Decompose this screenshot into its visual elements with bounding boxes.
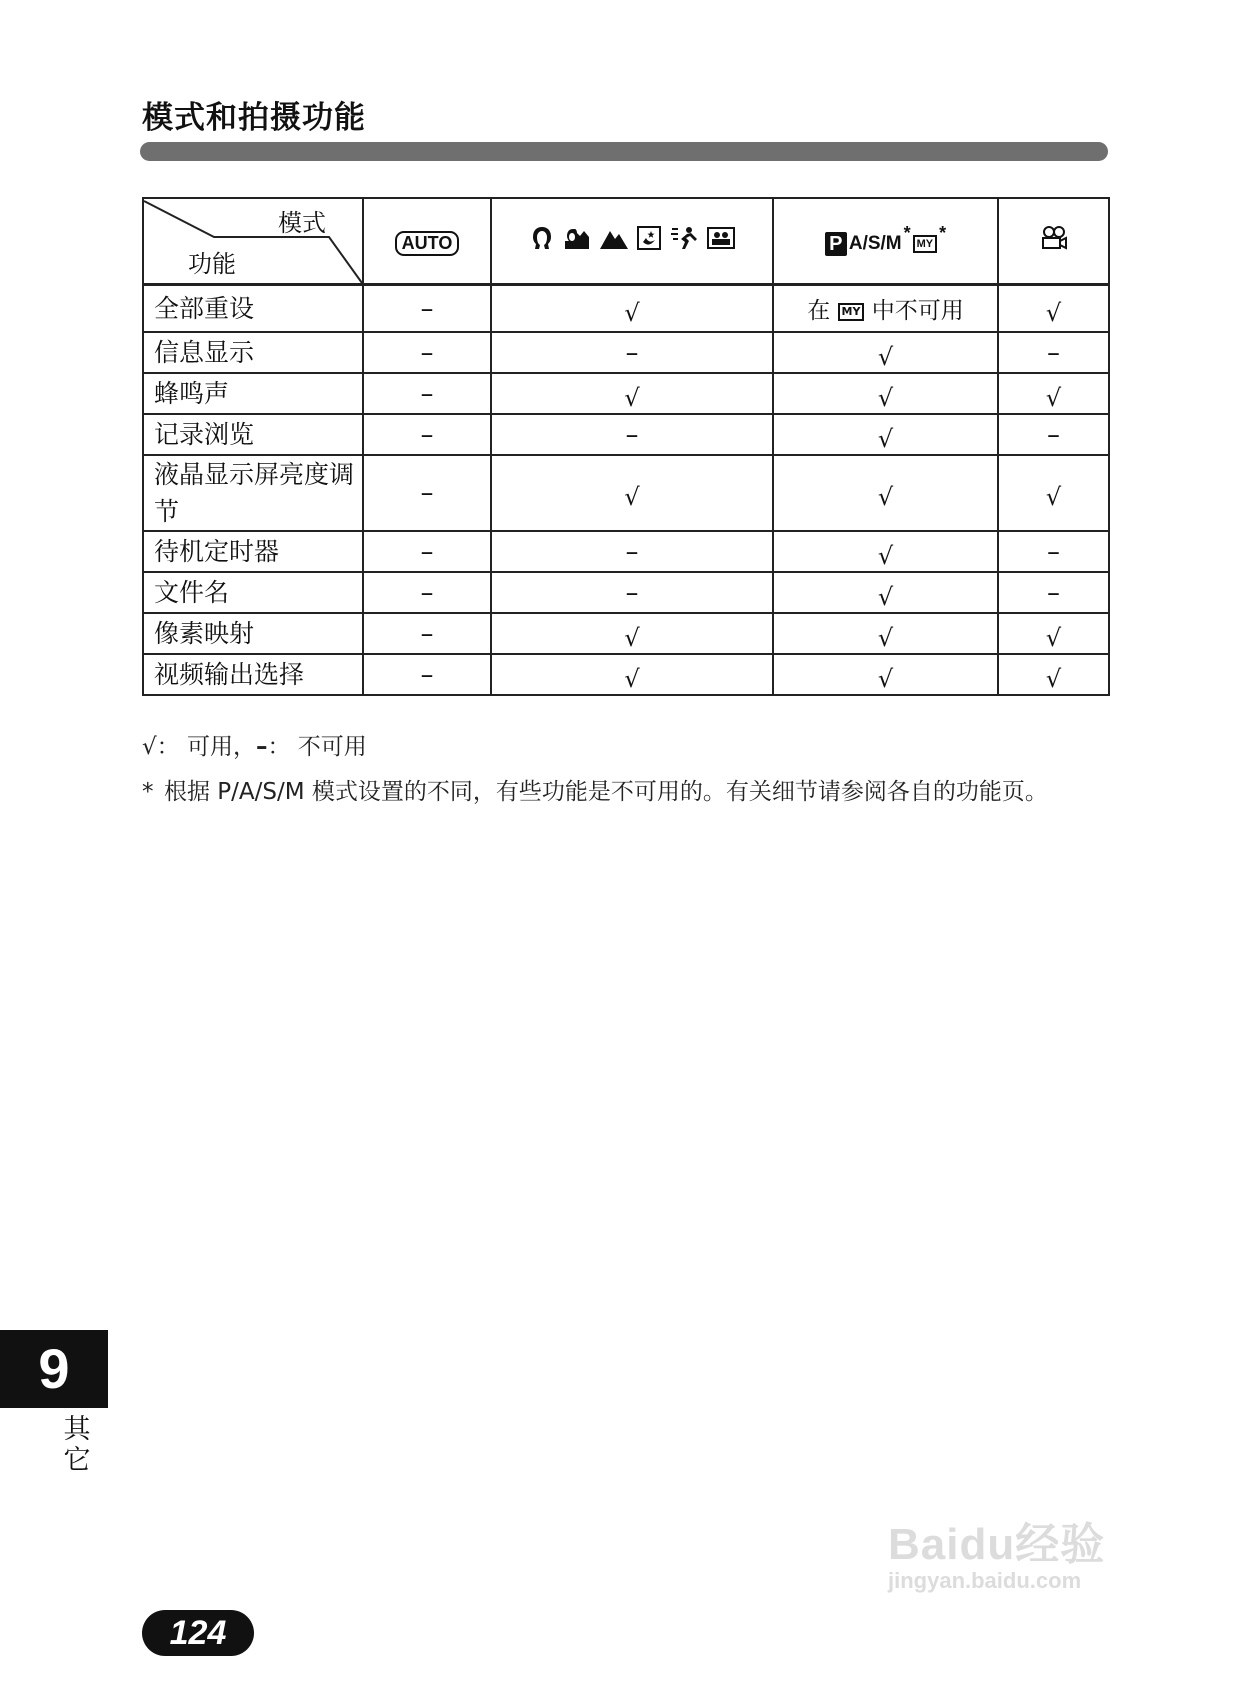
function-name: 记录浏览 [143,414,363,455]
my-mode-icon: MY [913,235,938,253]
auto-cell: – [363,285,491,333]
corner-header-cell [143,198,363,285]
auto-cell: – [363,455,491,531]
watermark [888,1508,1105,1594]
legend-dash-symbol: – [255,734,268,760]
movie-cell: √ [1045,383,1062,412]
auto-mode-badge: AUTO [395,231,460,256]
portrait-icon [529,225,555,251]
scene-cell: – [491,414,773,455]
table-row [143,414,1109,455]
scene-cell: √ [624,298,640,327]
footnote-star: * [142,779,154,805]
movie-camera-icon [1040,225,1068,251]
table-row [143,572,1109,613]
pasm-cell-unavailable-in-my [773,285,998,333]
auto-cell: – [363,531,491,572]
footnote [142,774,1102,810]
scene-cell: √ [624,664,640,693]
function-name: 待机定时器 [143,531,363,572]
function-name: 像素映射 [143,613,363,654]
chapter-number-tab: 9 [0,1330,108,1408]
my-mode-icon: MY [838,303,865,321]
header-pasm-my [773,198,998,285]
auto-cell: – [363,654,491,695]
table-row [143,654,1109,695]
auto-cell: – [363,414,491,455]
sport-icon [669,226,699,250]
watermark-logo-text: Baidu经验 [888,1520,1106,1569]
page-title: 模式和拍摄功能 [142,100,366,136]
scene-cell: √ [624,483,640,511]
p-mode-icon: P [825,232,847,256]
pasm-cell: √ [877,483,894,511]
header-movie [998,198,1109,285]
portrait-landscape-icon [563,225,591,251]
mode-function-table [142,197,1110,696]
function-name: 视频输出选择 [143,654,363,695]
movie-cell: √ [1045,664,1062,693]
pasm-cell: √ [877,342,894,371]
pasm-cell: √ [877,582,894,611]
movie-cell: – [998,414,1109,455]
table-row [143,455,1109,531]
scene-cell: – [491,531,773,572]
header-auto [363,198,491,285]
table-row [143,332,1109,373]
my-footnote-star: * [939,223,947,243]
scene-cell: √ [624,383,640,412]
pasm-note-suffix: 中不可用 [871,298,964,324]
pasm-cell: √ [877,424,894,453]
movie-cell: – [998,332,1109,373]
pasm-note-prefix: 在 [807,298,831,324]
pasm-cell: √ [877,383,894,412]
self-portrait-icon [707,226,735,250]
function-name: 全部重设 [143,285,363,333]
scene-cell: – [491,572,773,613]
corner-function-label: 功能 [188,250,236,278]
movie-cell: √ [1045,483,1062,511]
auto-cell: – [363,572,491,613]
pasm-cell: √ [877,664,894,693]
movie-cell: √ [1045,623,1062,652]
function-name: 蜂鸣声 [143,373,363,414]
table-header-row [143,198,1109,285]
table-row [143,285,1109,333]
table-legend [142,728,367,761]
header-scene-modes [491,198,773,285]
function-name: 文件名 [143,572,363,613]
function-name: 液晶显示屏亮度调节 [143,455,363,531]
diagonal-divider [144,199,362,283]
auto-cell: – [363,613,491,654]
legend-dash-text: ： 不可用 [267,734,367,760]
landscape-icon [599,226,629,250]
movie-cell: – [998,572,1109,613]
watermark-url: jingyan.baidu.com [888,1568,1082,1593]
pasm-cell: √ [877,541,894,570]
scene-cell: √ [624,623,640,652]
auto-cell: – [363,373,491,414]
movie-cell: √ [1045,298,1062,327]
asm-mode-label: A/S/M [848,232,902,254]
pasm-cell: √ [877,623,894,652]
table-row [143,373,1109,414]
pasm-footnote-star: * [903,223,911,243]
night-scene-icon [637,226,661,250]
scene-cell: – [491,332,773,373]
chapter-label: 其它 [63,1414,91,1476]
page-number: 124 [142,1610,254,1656]
movie-cell: – [998,531,1109,572]
title-underline-bar [140,142,1108,161]
legend-check-symbol: √ [142,734,157,760]
footnote-text: 根据 P/A/S/M 模式设置的不同，有些功能是不可用的。有关细节请参阅各自的功能页。 [164,779,1048,805]
function-name: 信息显示 [143,332,363,373]
auto-cell: – [363,332,491,373]
table-row [143,613,1109,654]
legend-check-text: ： 可用， [156,734,256,760]
corner-mode-label: 模式 [278,209,326,237]
table-row [143,531,1109,572]
